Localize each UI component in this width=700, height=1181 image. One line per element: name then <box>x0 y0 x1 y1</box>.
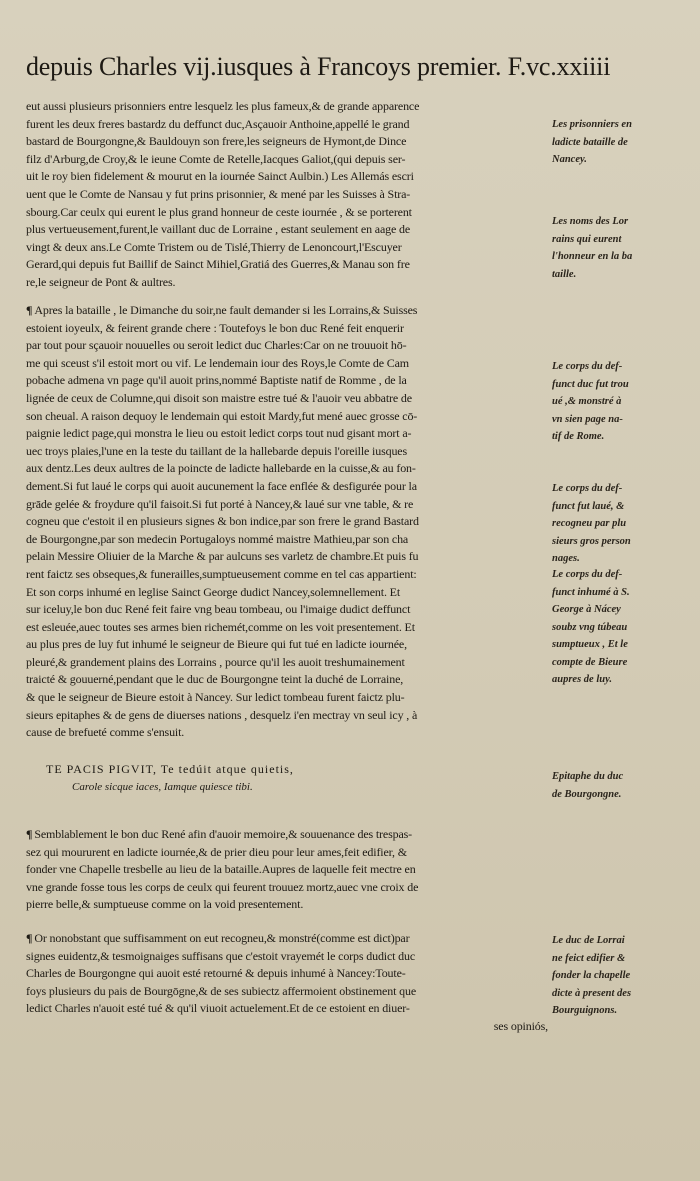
text-line: vne grande fosse tous les corps de ceulx qui feurent trouuez mortz,auec vne croix de <box>26 879 419 894</box>
text-line: fonder vne Chapelle tresbelle au lieu de la bataille.Aupres de laquelle feit mectre en <box>26 862 416 877</box>
margin-note-lorrains <box>552 213 682 283</box>
text-line: bastard de Bourgongne,& Bauldouyn son frere,les seigneurs de Hymont,de Dince <box>26 134 407 149</box>
margin-note-chapel <box>552 932 682 1020</box>
margin-note-line: Epitaphe du duc <box>552 771 624 782</box>
pilcrow-icon: ¶ <box>26 931 33 945</box>
text-line: furent les deux freres bastardz du deffunct duc,Asçauoir Anthoine,appellé le grand <box>26 116 410 131</box>
text-line-content: Or nonobstant que suffisamment on eut recogneu,& monstré(comme est dict)par <box>34 931 410 945</box>
margin-note-line: rains qui eurent <box>552 233 622 245</box>
paragraph-rumours <box>26 930 548 1036</box>
text-line: pierre belle,& sumptueuse comme on la void presentement. <box>26 897 304 912</box>
text-line: pleuré,& grandement plains des Lorrains , pource qu'il les auoit treshumainement <box>26 654 405 669</box>
text-line <box>26 826 548 844</box>
text-line <box>26 302 548 320</box>
text-line: son cheual. A raison dequoy le lendemain qui estoit Mardy,fut mené auec grosse cō- <box>26 408 418 423</box>
text-line: est esleuée,auec toutes ses armes bien richemét,comme on les voit presentement. Et <box>26 619 415 634</box>
margin-note-body-found <box>552 358 682 446</box>
margin-note-line: l'honneur en la ba <box>552 251 633 262</box>
margin-note-line: de Bourgongne. <box>552 788 622 800</box>
margin-note-line: Les noms des Lor <box>552 216 629 227</box>
paragraph-after-battle <box>26 302 548 742</box>
text-line: paignie ledict page,qui monstra le lieu ou estoit ledict corps tout nud gisant mort a- <box>26 426 412 441</box>
margin-note-line: Bourguignons. <box>552 1005 618 1016</box>
margin-note-epitaph <box>552 768 682 803</box>
text-line: sez qui moururent en ladicte iournée,& de prier dieu pour leur ames,feit edifier, & <box>26 844 407 859</box>
text-line: uit le roy bien fidelement & mourut en la iournée Sainct Aulbin.) Les Allemás escri <box>26 169 414 184</box>
text-line: par tout pour sçauoir nouuelles ou seroit ledict duc Charles:Car on ne trouuoit hō- <box>26 338 407 353</box>
text-line: grāde gelée & froydure qu'il faisoit.Si fut porté à Nancey,& laué sur vne table, & re <box>26 496 414 511</box>
margin-note-line: sieurs gros person <box>552 535 631 547</box>
text-line: pobache admena vn page qu'il auoit prins,nommé Baptiste natif de Romme , de la <box>26 373 407 388</box>
margin-note-line: funct inhumé à S. <box>552 586 630 598</box>
margin-note-line: dicte à present des <box>552 987 632 999</box>
margin-note-line: Le corps du def- <box>552 483 623 494</box>
paragraph-chapel <box>26 826 548 914</box>
text-line: uec troys plaies,l'une en la teste du taillant de la hallebarde depuis l'oreille iusques <box>26 443 407 458</box>
text-line: signes euidentz,& tesmoignaiges suffisans que c'estoit vrayemét le corps dudict duc <box>26 948 416 963</box>
text-line-content: Apres la bataille , le Dimanche du soir,ne fault demander si les Lorrains,& Suisses <box>34 303 418 317</box>
margin-note-body-washed <box>552 480 682 568</box>
text-line: Gerard,qui depuis fut Baillif de Sainct Mihiel,Gratiá des Guerres,& Manau son fre <box>26 257 410 272</box>
margin-note-line: Le corps du def- <box>552 569 623 580</box>
text-line: eut aussi plusieurs prisonniers entre lesquelz les plus fameux,& de grande apparence <box>26 99 420 113</box>
margin-note-line: fonder la chapelle <box>552 970 631 981</box>
text-line: rent faictz ses obseques,& funerailles,sumptueusement comme en tel cas appartient: <box>26 566 417 581</box>
text-line: traicté & gouuerné,pendant que le duc de Bourgongne teint la duché de Lorraine, <box>26 672 404 687</box>
margin-note-line: tif de Rome. <box>552 431 605 442</box>
margin-note-line: ladicte bataille de <box>552 136 628 148</box>
margin-note-line: ué ,& monstré à <box>552 396 622 407</box>
pilcrow-icon: ¶ <box>26 303 33 317</box>
text-line: pelain Messire Oliuier de la Marche & par aulcuns ses varletz de chambre.Et puis fu <box>26 549 419 564</box>
text-line: ses opiniós, <box>493 1018 548 1033</box>
margin-note-line: Le duc de Lorrai <box>552 935 625 946</box>
margin-note-line: sumptueux , Et le <box>552 639 628 650</box>
text-line: sbourg.Car ceulx qui eurent le plus grand honneur de ceste iournée , & se porterent <box>26 204 412 219</box>
text-line: cause de brefueté comme s'ensuit. <box>26 725 185 740</box>
margin-note-line: Les prisonniers en <box>552 119 632 130</box>
margin-note-line: Le corps du def- <box>552 361 623 372</box>
text-line: estoient ioyeulx, & feirent grande chere : Toutefoys le bon duc René feit enquerir <box>26 320 404 335</box>
epitaph <box>46 760 526 796</box>
text-line: & que le seigneur de Bieure estoit à Nancey. Sur ledict tombeau furent faictz plu- <box>26 690 405 705</box>
text-line: de Bourgongne,par son medecin Portugaloys nommé maistre Mathieu,par son cha <box>26 531 409 546</box>
margin-note-line: funct duc fut trou <box>552 378 629 390</box>
text-line: uent que le Comte de Nansau y fut prins prisonnier, & mené par les Suisses à Stra- <box>26 186 411 201</box>
text-line: Charles de Bourgongne qui auoit esté retourné & depuis inhumé à Nancey:Toute- <box>26 966 406 981</box>
margin-note-line: taille. <box>552 268 577 280</box>
margin-note-body-buried <box>552 566 682 689</box>
text-line: me qui sceust s'il estoit mort ou vif. Le lendemain iour des Roys,le Comte de Cam <box>26 355 409 370</box>
margin-note-line: recogneu par plu <box>552 518 627 529</box>
margin-note-line: Nancey. <box>552 154 587 165</box>
text-line: ledict Charles n'auoit esté tué & qu'il viuoit actuelement.Et de ce estoient en diuer- <box>26 1001 410 1016</box>
text-line: Et son corps inhumé en leglise Sainct George dudict Nancey,solemnellement. Et <box>26 584 401 599</box>
epitaph-line-1: TE PACIS PIGVIT, Te tedúit atque quietis, <box>46 762 294 776</box>
margin-note-line: ne feict edifier & <box>552 952 626 964</box>
text-line: filz d'Arburg,de Croy,& le ieune Comte de Retelle,Iacques Galiot,(qui depuis ser- <box>26 151 406 166</box>
text-line: cogneu que c'estoit il en plusieurs signes & bon indice,par son frere le grand Bastard <box>26 514 419 529</box>
margin-note-line: compte de Bieure <box>552 656 628 668</box>
margin-note-line: nages. <box>552 553 580 564</box>
paragraph-prisoners <box>26 98 548 292</box>
text-line: au plus pres de luy fut inhumé le seigneur de Bieure qui fut tué en ladicte iournée, <box>26 637 407 652</box>
margin-note-prisoners <box>552 116 682 169</box>
epitaph-line-2: Carole sicque iaces, Iamque quiesce tibi. <box>72 781 253 793</box>
text-line: lignée de ceux de Columne,qui disoit son maistre estre tué & l'auoir veu abbatre de <box>26 390 412 405</box>
text-line <box>26 930 548 948</box>
text-line: sieurs epitaphes & de gens de diuerses nations , desquelz i'en mectray vn seul icy , à <box>26 707 418 722</box>
margin-note-line: aupres de luy. <box>552 674 612 685</box>
text-line: vingt & deux ans.Le Comte Tristem ou de Tislé,Thierry de Lenoncourt,l'Escuyer <box>26 239 402 254</box>
text-line-content: Semblablement le bon duc René afin d'auoir memoire,& souuenance des trespas- <box>34 827 412 841</box>
text-line: re,le seigneur de Pont & aultres. <box>26 274 176 289</box>
margin-note-line: funct fut laué, & <box>552 500 625 512</box>
margin-note-line: vn sien page na- <box>552 413 623 425</box>
text-line: aux dentz.Les deux aultres de la poincte de ladicte hallebarde en la cuisse,& au fon- <box>26 461 416 476</box>
text-line: plus vertueusement,furent,le vaillant duc de Lorraine , estant seulement en aage de <box>26 222 411 237</box>
text-line: dement.Si fut laué le corps qui auoit aucunement la face enflée & desfigurée pour la <box>26 478 417 493</box>
running-header: depuis Charles vij.iusques à Francoys premier. F.vc.xxiiii <box>26 52 611 81</box>
text-line: sur iceluy,le bon duc René feit faire vng beau tombeau, ou l'imaige dudict deffunct <box>26 602 411 617</box>
pilcrow-icon: ¶ <box>26 827 33 841</box>
text-line: foys plusieurs du pais de Bourgōgne,& de ses subiectz affermoient obstinement que <box>26 983 416 998</box>
margin-note-line: soubz vng túbeau <box>552 621 628 633</box>
margin-note-line: George à Nácey <box>552 604 621 615</box>
